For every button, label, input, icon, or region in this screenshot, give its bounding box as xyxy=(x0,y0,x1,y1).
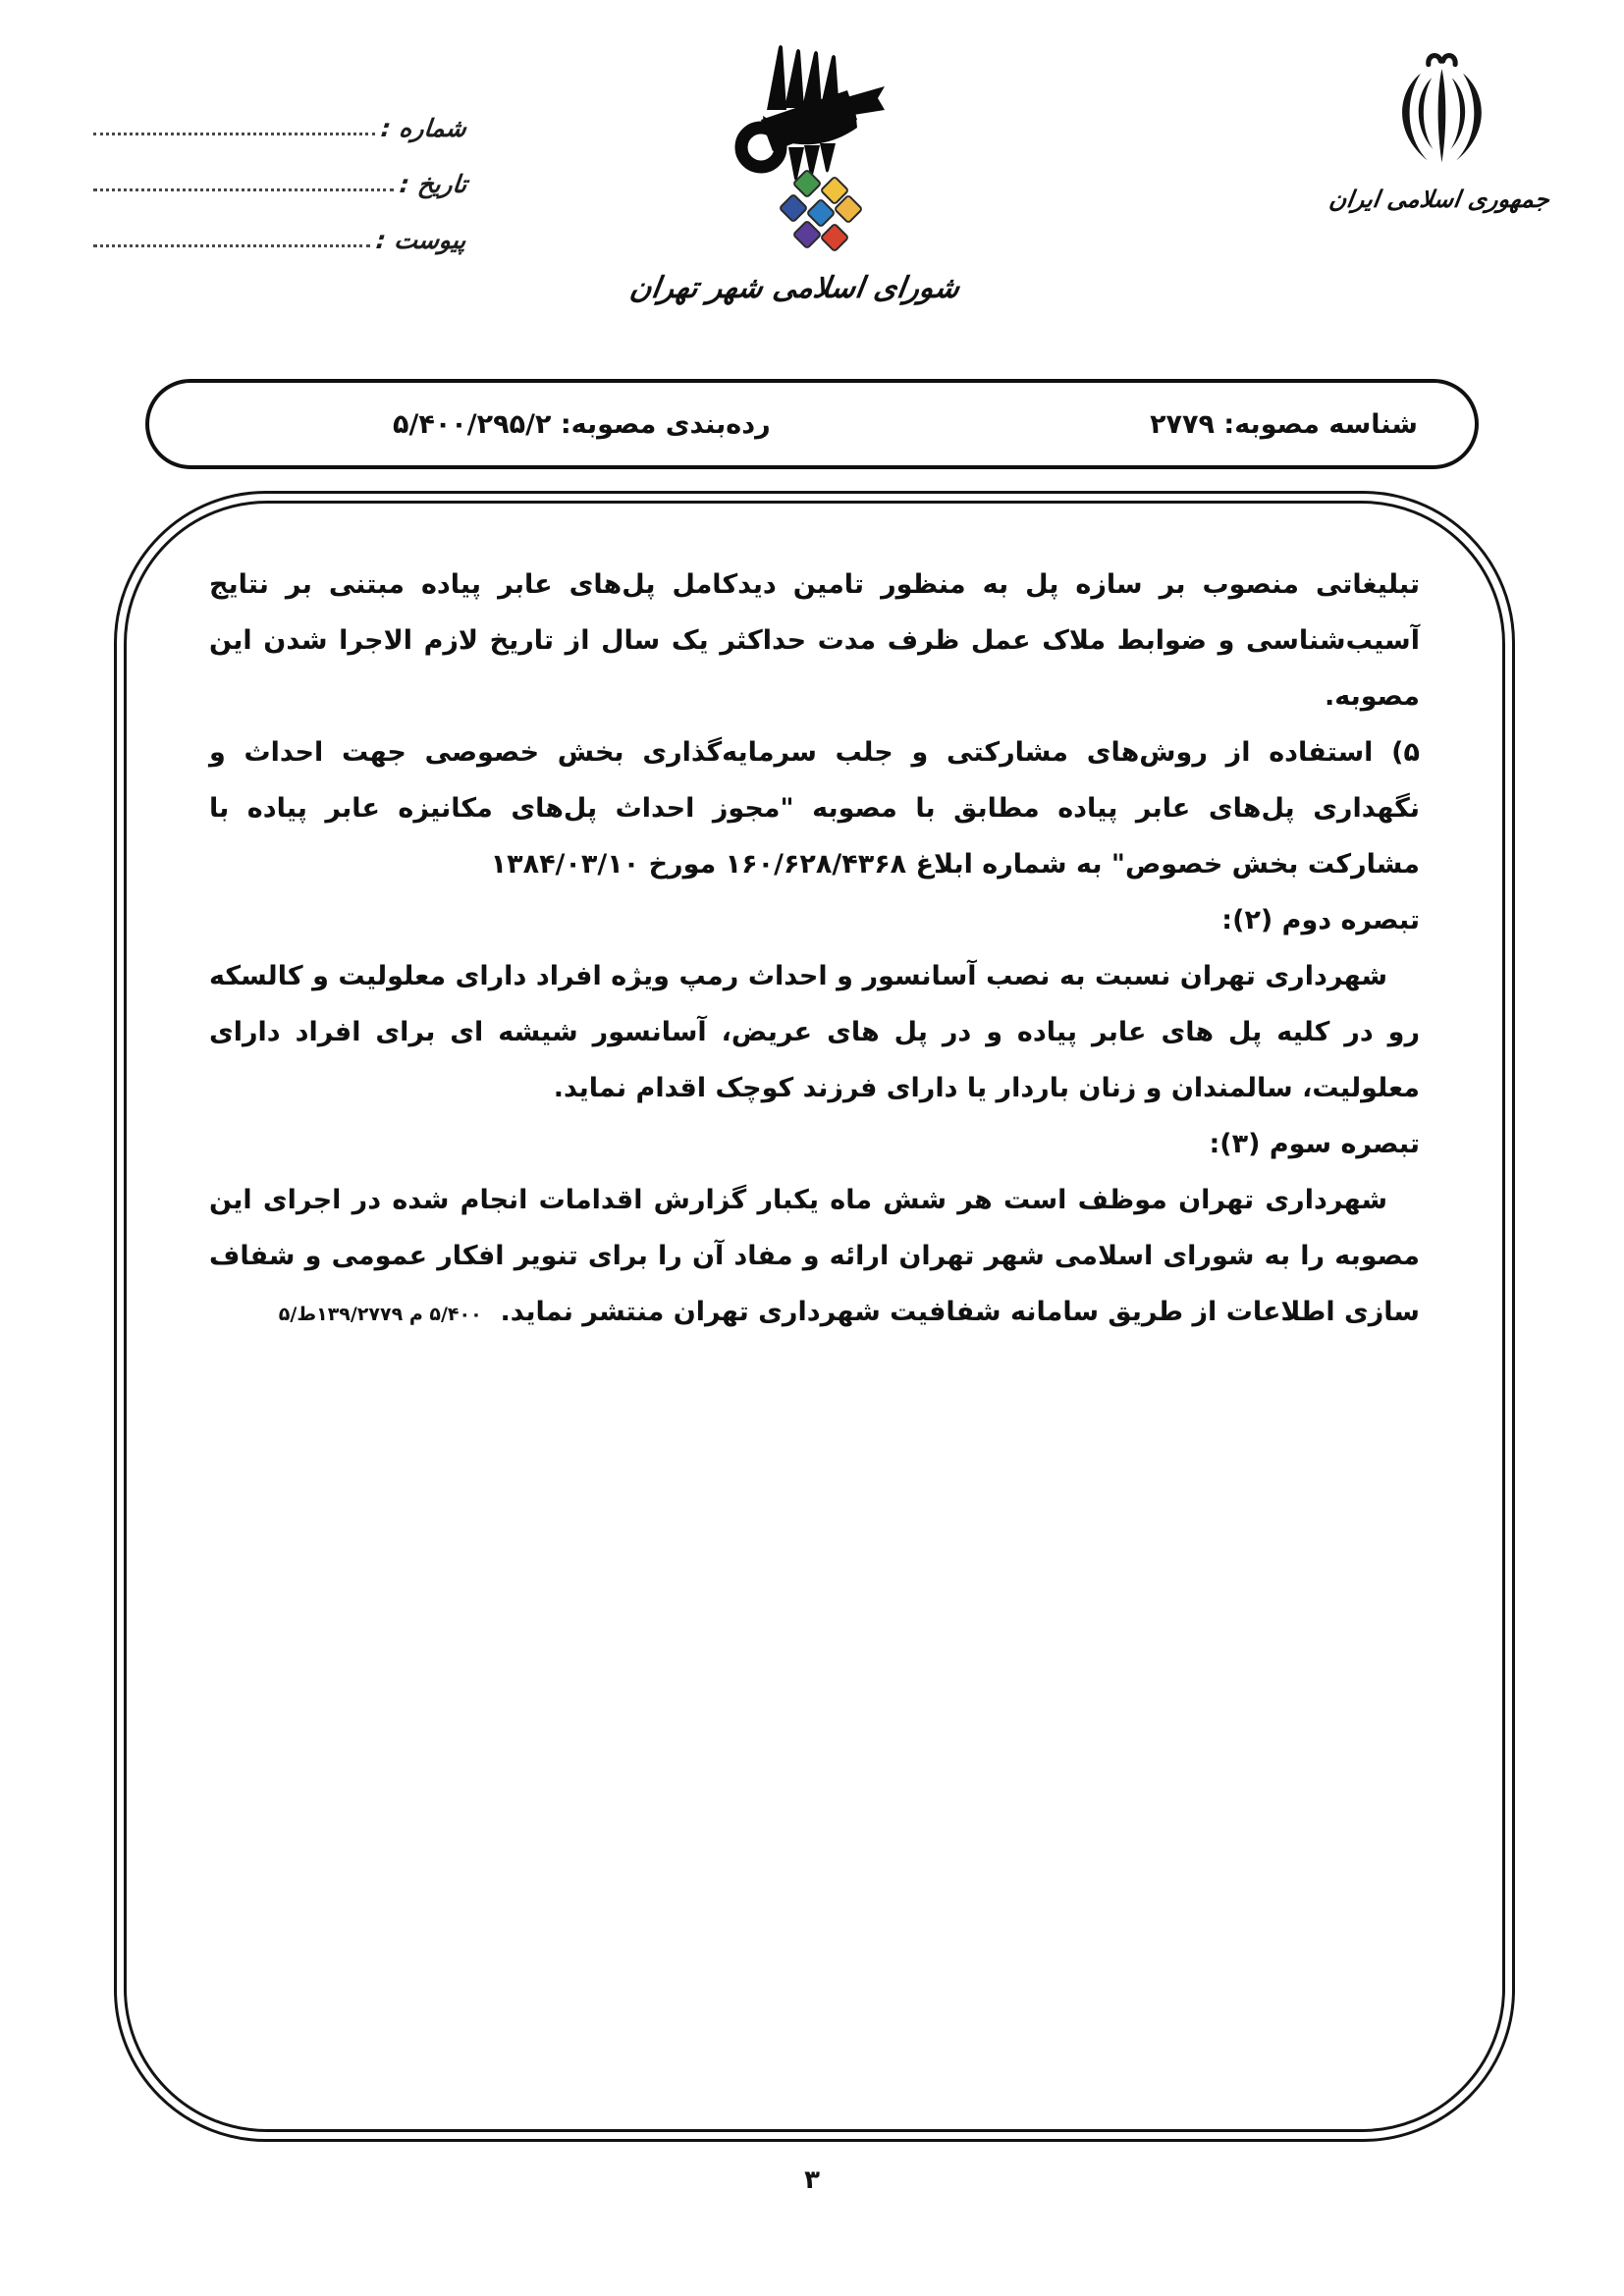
document-frame xyxy=(114,491,1515,2142)
note-3-body xyxy=(209,1172,1420,1343)
council-logo-mark-icon xyxy=(729,37,895,185)
logo-diamonds-icon xyxy=(747,173,877,261)
resolution-id-value: ۲۷۷۹ xyxy=(1150,408,1215,440)
state-name: جمهوری اسلامی ایران xyxy=(1326,186,1551,213)
note-3-body-text: شهرداری تهران موظف است هر شش ماه یکبار گزارش اقدامات انجام شده در اجرای این مصوبه را به شورای اسلامی شهر تهران ارائه و مفاد آن را برای تنویر افکار عمومی و شفاف سازی اطلاعات از طریق سامانه شفافیت شهرداری تهران منتشر نماید. xyxy=(209,1185,1420,1327)
council-name: شورای اسلامی شهر تهران xyxy=(627,271,962,305)
resolution-id xyxy=(1150,409,1418,440)
resolution-id-label: شناسه مصوبه: xyxy=(1223,408,1418,440)
date-label: تاریخ : xyxy=(398,170,468,198)
iran-emblem-icon xyxy=(1373,51,1520,174)
number-dotted-line xyxy=(93,133,375,135)
document-frame-inner xyxy=(124,501,1505,2132)
date-dotted-line xyxy=(93,188,394,191)
paragraph-continuation: تبلیغاتی منصوب بر سازه پل به منظور تامین دیدکامل پل‌های عابر پیاده مبتنی بر نتایج آسیب‌شناسی و ضوابط ملاک عمل ظرف مدت حداکثر یک سال از تاریخ لازم الاجرا شدن این مصوبه. xyxy=(209,569,1420,712)
diamond-green xyxy=(791,168,822,198)
attachment-label: پیوست : xyxy=(374,226,468,254)
field-number xyxy=(93,86,466,142)
note-2-body: شهرداری تهران نسبت به نصب آسانسور و احداث رمپ ویژه افراد دارای معلولیت و کالسکه رو در کلیه پل های عابر پیاده و در پل های عریض، آسانسور شیشه ای برای افراد دارای معلولیت، سالمندان و زنان باردار یا دارای فرزند کوچک اقدام نماید. xyxy=(209,961,1420,1103)
diamond-red xyxy=(819,222,849,252)
note-2-heading: تبصره دوم (۲): xyxy=(1221,905,1420,935)
reference-fields xyxy=(93,86,466,254)
paragraph-item-5: ۵) استفاده از روش‌های مشارکتی و جلب سرمایه‌گذاری بخش خصوصی جهت احداث و نگهداری پل‌های عابر پیاده مطابق با مصوبه "مجوز احداث پل‌های مکانیزه عابر پیاده با مشارکت بخش خصوص" به شماره ابلاغ ۱۶۰/۶۲۸/۴۳۶۸ مورخ ۱۳۸۴/۰۳/۱۰ xyxy=(209,737,1420,880)
field-date xyxy=(93,142,466,198)
resolution-classification-label: رده‌بندی مصوبه: xyxy=(560,408,771,440)
council-logo xyxy=(627,37,962,305)
page-number: ۳ xyxy=(804,2165,820,2195)
resolution-id-bar xyxy=(145,379,1479,469)
resolution-classification-value: ۵/۴۰۰/۲۹۵/۲ xyxy=(393,408,552,440)
note-3-heading: تبصره سوم (۳): xyxy=(1209,1129,1420,1159)
field-attachment xyxy=(93,198,466,254)
note-3-reference-code: ۵/۴۰۰ م ۱۳۹/۲۷۷۹ط/۵ xyxy=(278,1304,482,1325)
resolution-classification xyxy=(393,409,771,440)
resolution-text xyxy=(209,557,1420,1343)
attachment-dotted-line xyxy=(93,244,370,247)
state-emblem xyxy=(1326,51,1551,213)
diamond-navy xyxy=(778,192,808,223)
number-label: شماره : xyxy=(379,114,468,142)
